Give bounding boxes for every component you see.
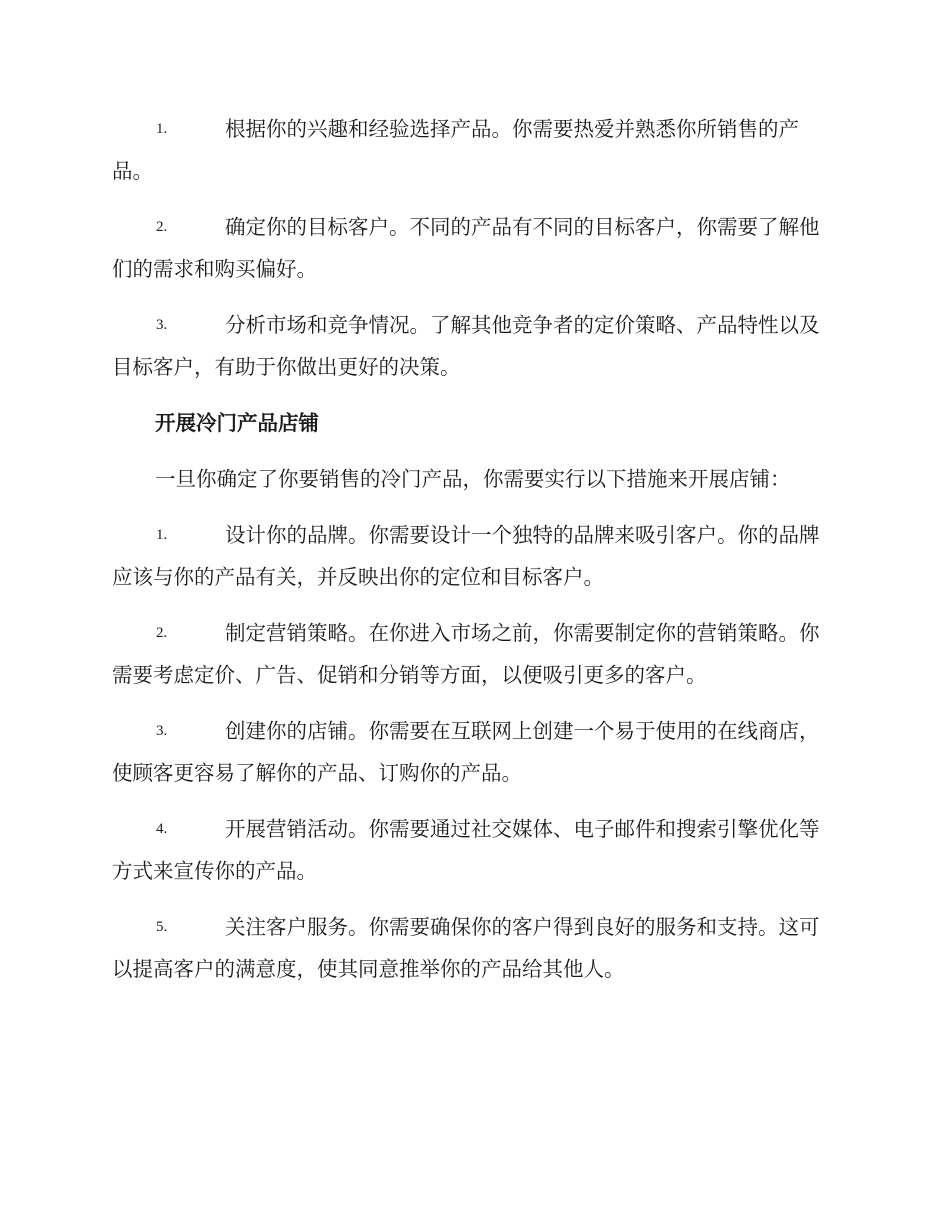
list-number: 3. [156, 317, 168, 333]
list-item [112, 514, 834, 598]
document-content [112, 108, 834, 1004]
list-number: 1. [156, 527, 168, 543]
list-item-text: 确定你的目标客户。不同的产品有不同的目标客户，你需要了解他们的需求和购买偏好。 [112, 215, 820, 281]
list-item-text: 制定营销策略。在你进入市场之前，你需要制定你的营销策略。你需要考虑定价、广告、促销和分销等方面，以便吸引更多的客户。 [112, 621, 820, 687]
list-number: 5. [156, 919, 168, 935]
section-heading: 开展冷门产品店铺 [155, 411, 319, 435]
list-item [112, 108, 834, 192]
intro-paragraph: 一旦你确定了你要销售的冷门产品，你需要实行以下措施来开展店铺： [155, 467, 791, 491]
list-item [112, 710, 834, 794]
list-item [112, 206, 834, 290]
list-item-text: 开展营销活动。你需要通过社交媒体、电子邮件和搜索引擎优化等方式来宣传你的产品。 [112, 817, 820, 883]
list-number: 3. [156, 723, 168, 739]
list-item-text: 关注客户服务。你需要确保你的客户得到良好的服务和支持。这可以提高客户的满意度，使其同意推举你的产品给其他人。 [112, 915, 820, 981]
list-item [112, 906, 834, 990]
list-number: 4. [156, 821, 168, 837]
list-item [112, 808, 834, 892]
list-item [112, 612, 834, 696]
list-item [112, 304, 834, 388]
list-item-text: 设计你的品牌。你需要设计一个独特的品牌来吸引客户。你的品牌应该与你的产品有关，并反映出你的定位和目标客户。 [112, 523, 820, 589]
list-number: 2. [156, 625, 168, 641]
list-number: 2. [156, 219, 168, 235]
list-item-text: 根据你的兴趣和经验选择产品。你需要热爱并熟悉你所销售的产品。 [112, 117, 799, 183]
list-item-text: 分析市场和竞争情况。了解其他竞争者的定价策略、产品特性以及目标客户，有助于你做出更好的决策。 [112, 313, 820, 379]
list-item-text: 创建你的店铺。你需要在互联网上创建一个易于使用的在线商店，使顾客更容易了解你的产品、订购你的产品。 [112, 719, 820, 785]
list-number: 1. [156, 121, 168, 137]
